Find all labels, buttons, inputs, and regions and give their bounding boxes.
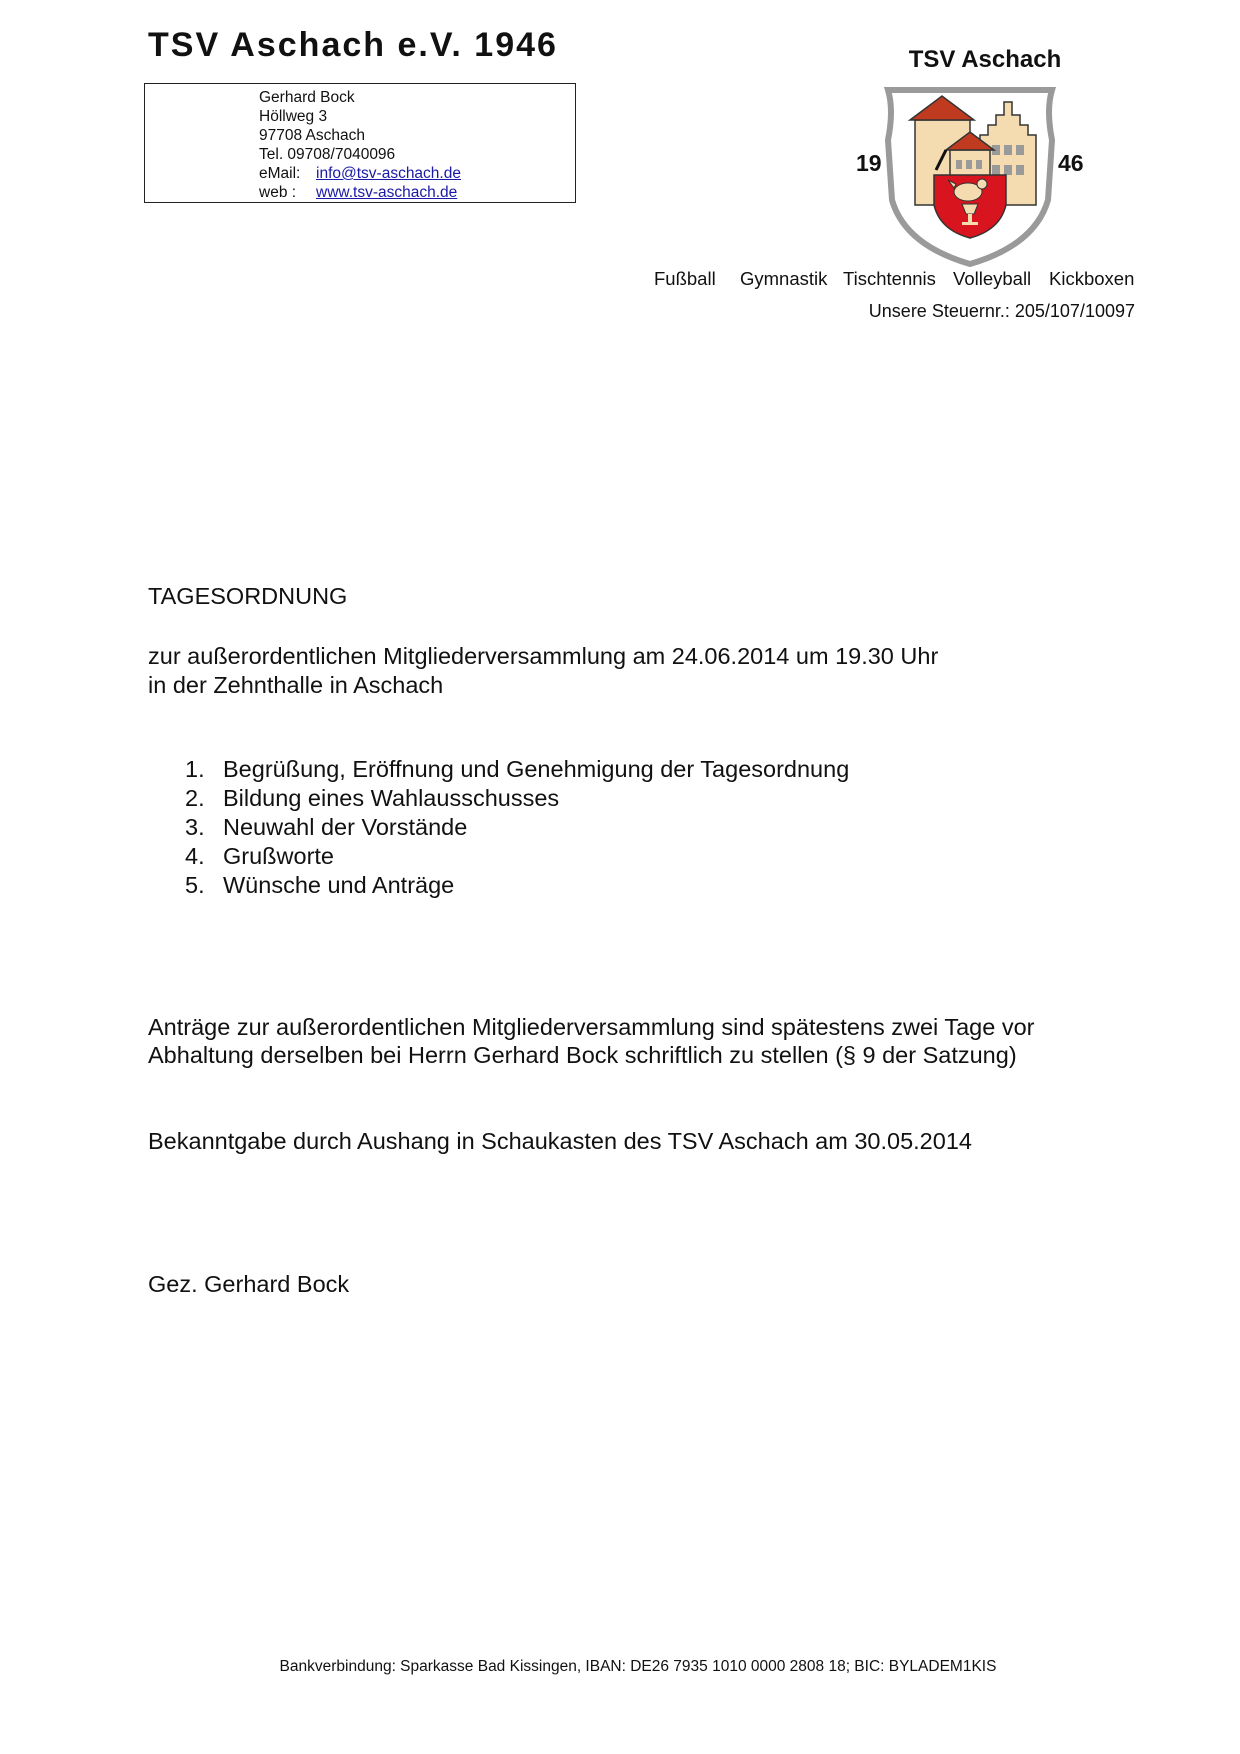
agenda-item <box>185 755 849 784</box>
signature: Gez. Gerhard Bock <box>148 1271 350 1297</box>
intro-line-2: in der Zehnthalle in Aschach <box>148 672 444 698</box>
announcement: Bekanntgabe durch Aushang in Schaukasten des TSV Aschach am 30.05.2014 <box>148 1128 972 1154</box>
agenda-item-text: Begrüßung, Eröffnung und Genehmigung der Tagesordnung <box>223 756 850 782</box>
agenda-item <box>185 813 849 842</box>
address-block <box>259 88 461 202</box>
email-row <box>259 164 461 183</box>
email-link[interactable]: info@tsv-aschach.de <box>316 165 461 182</box>
agenda-item-text: Wünsche und Anträge <box>223 872 455 898</box>
motions-notice <box>148 1013 1034 1069</box>
agenda-item-number: 4. <box>185 843 205 869</box>
agenda-item-text: Neuwahl der Vorstände <box>223 814 468 840</box>
logo-title: TSV Aschach <box>908 46 1062 73</box>
sport-football: Fußball <box>654 268 716 289</box>
agenda-item-number: 5. <box>185 872 205 898</box>
bank-details-footer: Bankverbindung: Sparkasse Bad Kissingen, IBAN: DE26 7935 1010 0000 2808 18; BIC: BYLADEM1KIS <box>279 1658 997 1675</box>
web-link[interactable]: www.tsv-aschach.de <box>316 184 458 201</box>
sport-volleyball: Volleyball <box>953 268 1032 289</box>
agenda-item-text: Grußworte <box>223 843 334 869</box>
agenda-item-number: 1. <box>185 756 205 782</box>
logo-year-left: 19 <box>856 150 882 176</box>
web-row <box>259 183 461 202</box>
agenda-item-number: 3. <box>185 814 205 840</box>
agenda-item <box>185 871 849 900</box>
sport-table-tennis: Tischtennis <box>843 268 936 289</box>
agenda-heading: TAGESORDNUNG <box>148 583 348 609</box>
address-phone: Tel. 09708/7040096 <box>259 146 396 163</box>
email-label: eMail: <box>259 165 301 182</box>
agenda-item <box>185 842 849 871</box>
web-label: web : <box>259 184 297 201</box>
address-box <box>144 83 576 203</box>
address-street: Höllweg 3 <box>259 108 328 125</box>
address-name: Gerhard Bock <box>259 89 355 106</box>
agenda-item-number: 2. <box>185 785 205 811</box>
club-crest-icon <box>870 80 1070 270</box>
notice-line-1: Anträge zur außerordentlichen Mitgliederversammlung sind spätestens zwei Tage vor <box>148 1014 1035 1040</box>
agenda-list <box>185 755 849 900</box>
notice-line-2: Abhaltung derselben bei Herrn Gerhard Bock schriftlich zu stellen (§ 9 der Satzung) <box>148 1042 1017 1068</box>
tax-number: Unsere Steuernr.: 205/107/10097 <box>868 301 1135 321</box>
sport-kickboxing: Kickboxen <box>1049 268 1135 289</box>
intro-line-1: zur außerordentlichen Mitgliederversammlung am 24.06.2014 um 19.30 Uhr <box>148 643 939 669</box>
meeting-intro <box>148 642 938 700</box>
club-title: TSV Aschach e.V. 1946 <box>148 26 558 64</box>
agenda-item-text: Bildung eines Wahlausschusses <box>223 785 560 811</box>
logo-year-right: 46 <box>1058 150 1084 176</box>
agenda-item <box>185 784 849 813</box>
address-city: 97708 Aschach <box>259 127 366 144</box>
sport-gymnastics: Gymnastik <box>740 268 828 289</box>
